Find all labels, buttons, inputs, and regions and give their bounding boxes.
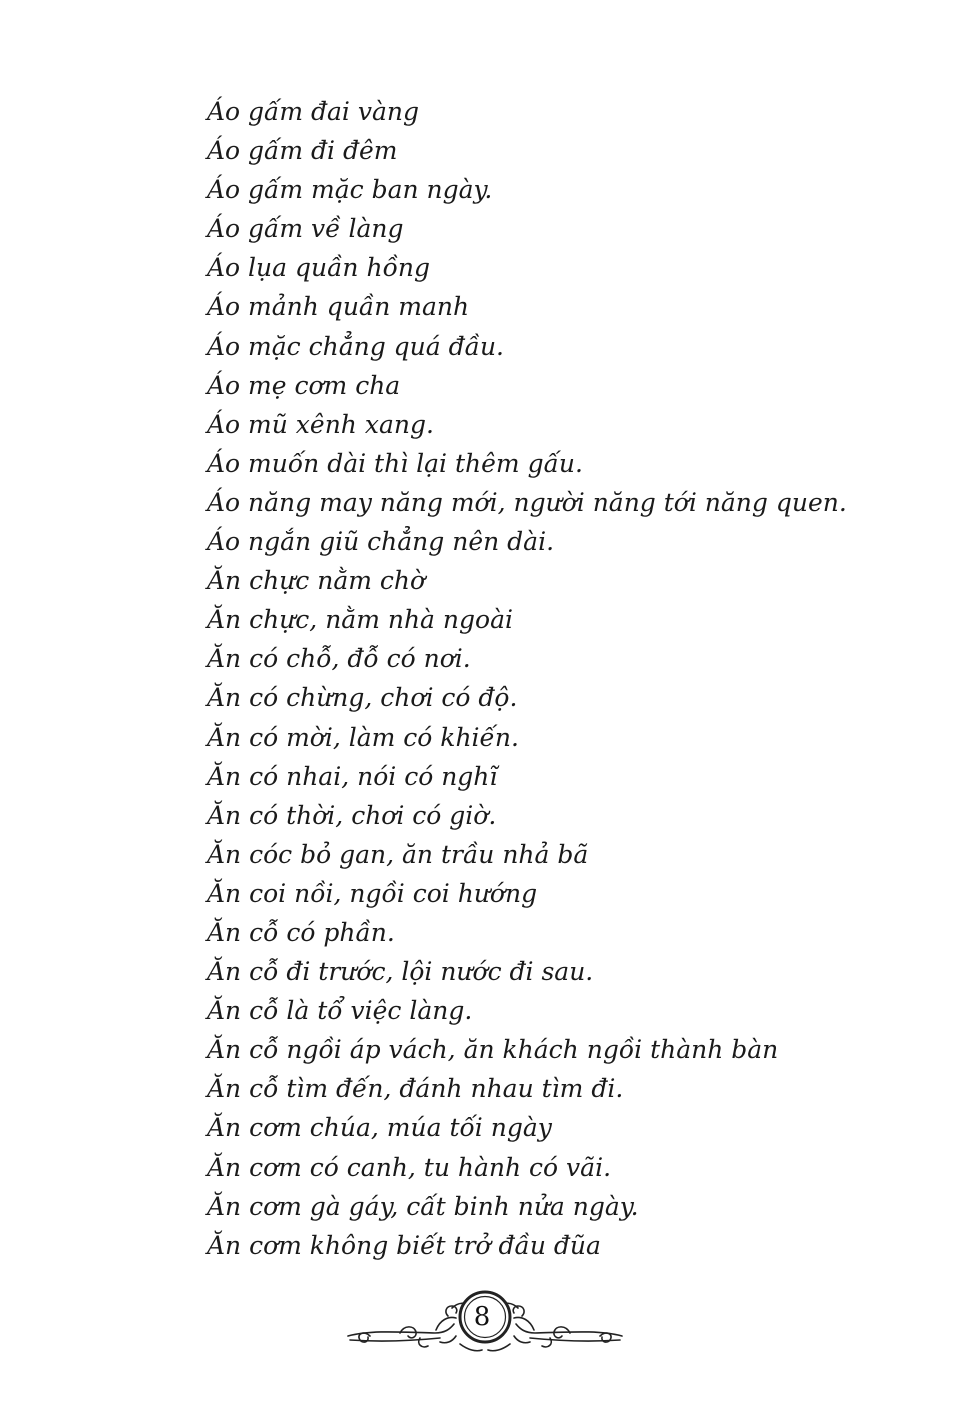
proverb-line: Ăn cơm có canh, tu hành có vãi. — [207, 1152, 612, 1182]
proverb-line: Ăn cơm không biết trở đầu đũa — [207, 1230, 601, 1260]
proverb-line: Áo muốn dài thì lại thêm gấu. — [207, 448, 583, 478]
proverb-list — [207, 92, 927, 1265]
proverb-line: Ăn cơm gà gáy, cất binh nửa ngày. — [207, 1191, 639, 1221]
proverb-line: Áo mũ xênh xang. — [207, 409, 434, 439]
proverb-line: Ăn cơm chúa, múa tối ngày — [207, 1113, 552, 1143]
proverb-line: Ăn có thời, chơi có giờ. — [207, 800, 497, 830]
proverb-line: Áo gấm đi đêm — [207, 136, 398, 166]
proverb-line: Áo mảnh quần manh — [207, 292, 470, 322]
proverb-line: Áo gấm mặc ban ngày. — [207, 175, 493, 205]
proverb-line: Ăn chực nằm chờ — [207, 566, 426, 596]
proverb-line: Áo năng may năng mới, người năng tới năng quen. — [207, 487, 847, 517]
proverb-line: Ăn cỗ đi trước, lội nước đi sau. — [207, 957, 594, 987]
proverb-line: Ăn cỗ tìm đến, đánh nhau tìm đi. — [207, 1074, 624, 1104]
proverb-line: Áo gấm đai vàng — [207, 97, 420, 126]
proverb-line: Áo gấm về làng — [207, 214, 404, 244]
proverb-line: Ăn cỗ là tổ việc làng. — [207, 996, 473, 1026]
proverb-line: Áo ngắn giũ chẳng nên dài. — [207, 527, 555, 557]
proverb-line: Ăn có mời, làm có khiến. — [207, 722, 519, 752]
proverb-line: Ăn cỗ có phần. — [207, 917, 395, 947]
proverb-line: Ăn có chỗ, đỗ có nơi. — [207, 644, 471, 674]
proverb-line: Ăn chực, nằm nhà ngoài — [207, 605, 513, 635]
proverb-line: Áo mẹ cơm cha — [207, 370, 401, 400]
proverb-line: Ăn có chừng, chơi có độ. — [207, 683, 518, 713]
proverb-line: Ăn cỗ ngồi áp vách, ăn khách ngồi thành bàn — [207, 1035, 779, 1065]
proverb-line: Ăn cóc bỏ gan, ăn trầu nhả bã — [207, 839, 589, 869]
proverb-line: Ăn coi nồi, ngồi coi hướng — [207, 878, 538, 908]
proverb-line: Áo mặc chẳng quá đầu. — [207, 331, 504, 361]
proverb-line: Áo lụa quần hồng — [207, 253, 430, 283]
page-number: 8 — [473, 1302, 491, 1332]
proverb-line: Ăn có nhai, nói có nghĩ — [207, 761, 498, 791]
